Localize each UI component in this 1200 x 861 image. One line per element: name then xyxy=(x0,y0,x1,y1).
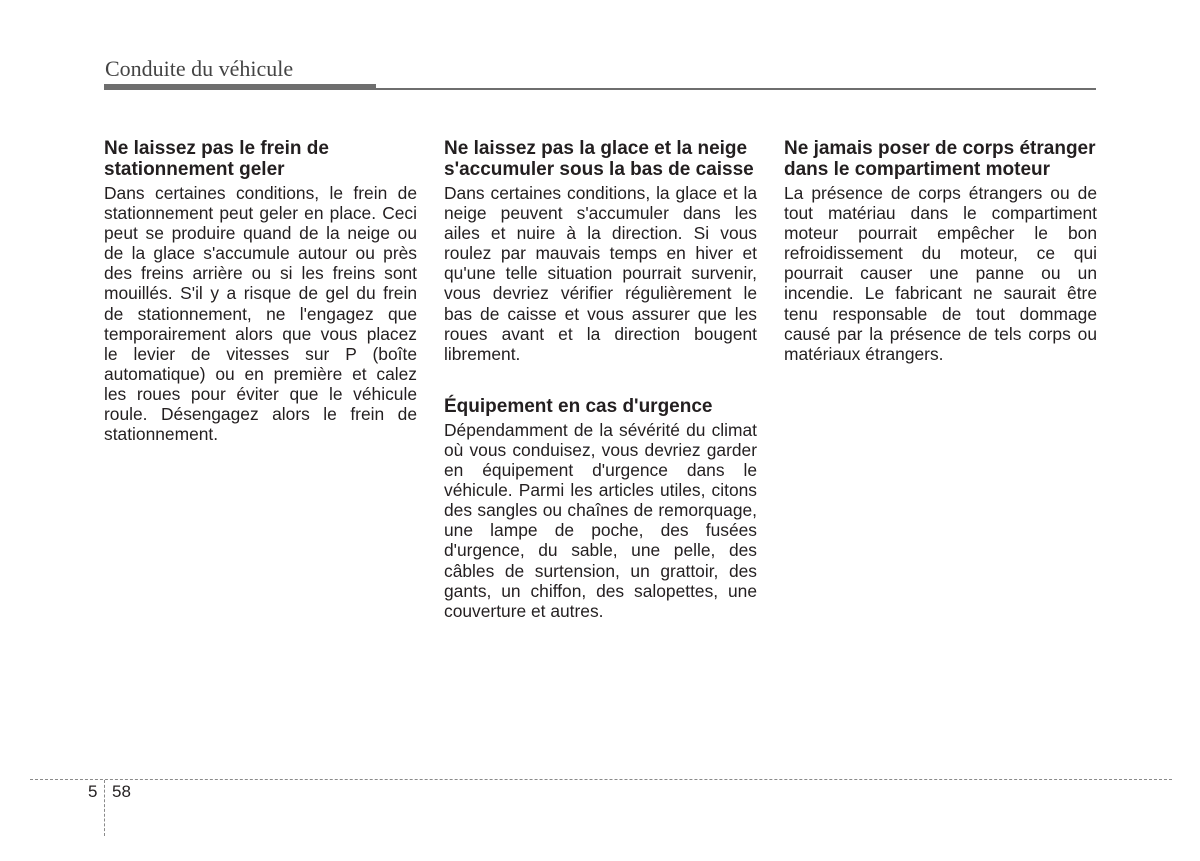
column-left xyxy=(104,138,417,444)
section-body: La présence de corps étrangers ou de tout matériau dans le compartiment moteur pourrait empêcher le bon refroidissement du moteur, ce qui pourrait causer une panne ou un incendie. Le fabricant ne saurait être tenu responsable de tout dommage causé par la présence de tels corps ou matériaux étrangers. xyxy=(784,183,1097,364)
section-heading: Équipement en cas d'urgence xyxy=(444,395,713,417)
chapter-number: 5 xyxy=(88,782,98,801)
header-title: Conduite du véhicule xyxy=(105,56,294,81)
section-ice-snow xyxy=(444,138,757,364)
footer-divider xyxy=(30,779,1172,780)
page-number: 58 xyxy=(112,782,131,801)
section-heading: Ne laissez pas le frein de stationnement geler xyxy=(104,138,329,180)
header-rule-thin xyxy=(376,88,1096,90)
column-right xyxy=(784,138,1097,364)
footer-vertical-divider xyxy=(104,780,105,836)
section-body: Dans certaines conditions, le frein de stationnement peut geler en place. Ceci peut se produire quand de la neige ou de la glace s'accumule autour ou près des freins arrière ou si les freins sont mouillés. S'il y a risque de gel du frein de stationnement, ne l'engagez que temporairement alors que vous placez le levier de vitesses sur P (boîte automatique) ou en première et calez les roues pour éviter que le véhicule roule. Désengagez alors le frein de stationnement. xyxy=(104,183,417,445)
section-foreign-objects xyxy=(784,138,1097,364)
column-middle xyxy=(444,138,757,621)
section-heading: Ne jamais poser de corps étranger dans le compartiment moteur xyxy=(784,138,1096,180)
section-body: Dans certaines conditions, la glace et la neige peuvent s'accumuler dans les ailes et nuire à la direction. Si vous roulez par mauvais temps en hiver et qu'une telle situation pourrait survenir, vous devriez vérifier régulièrement le bas de caisse et vous assurer que les roues avant et la direction bougent librement. xyxy=(444,183,757,364)
section-emergency-equipment xyxy=(444,396,757,621)
section-body: Dépendamment de la sévérité du climat où vous conduisez, vous devriez garder en équipement d'urgence dans le véhicule. Parmi les articles utiles, citons des sangles ou chaînes de remorquage, une lampe de poche, des fusées d'urgence, du sable, une pelle, des câbles de surtension, un grattoir, des gants, un chiffon, des salopettes, une couverture et autres. xyxy=(444,419,757,621)
section-parking-brake xyxy=(104,138,417,444)
section-heading: Ne laissez pas la glace et la neige s'accumuler sous la bas de caisse xyxy=(444,138,754,180)
header-rule-thick xyxy=(104,84,376,90)
